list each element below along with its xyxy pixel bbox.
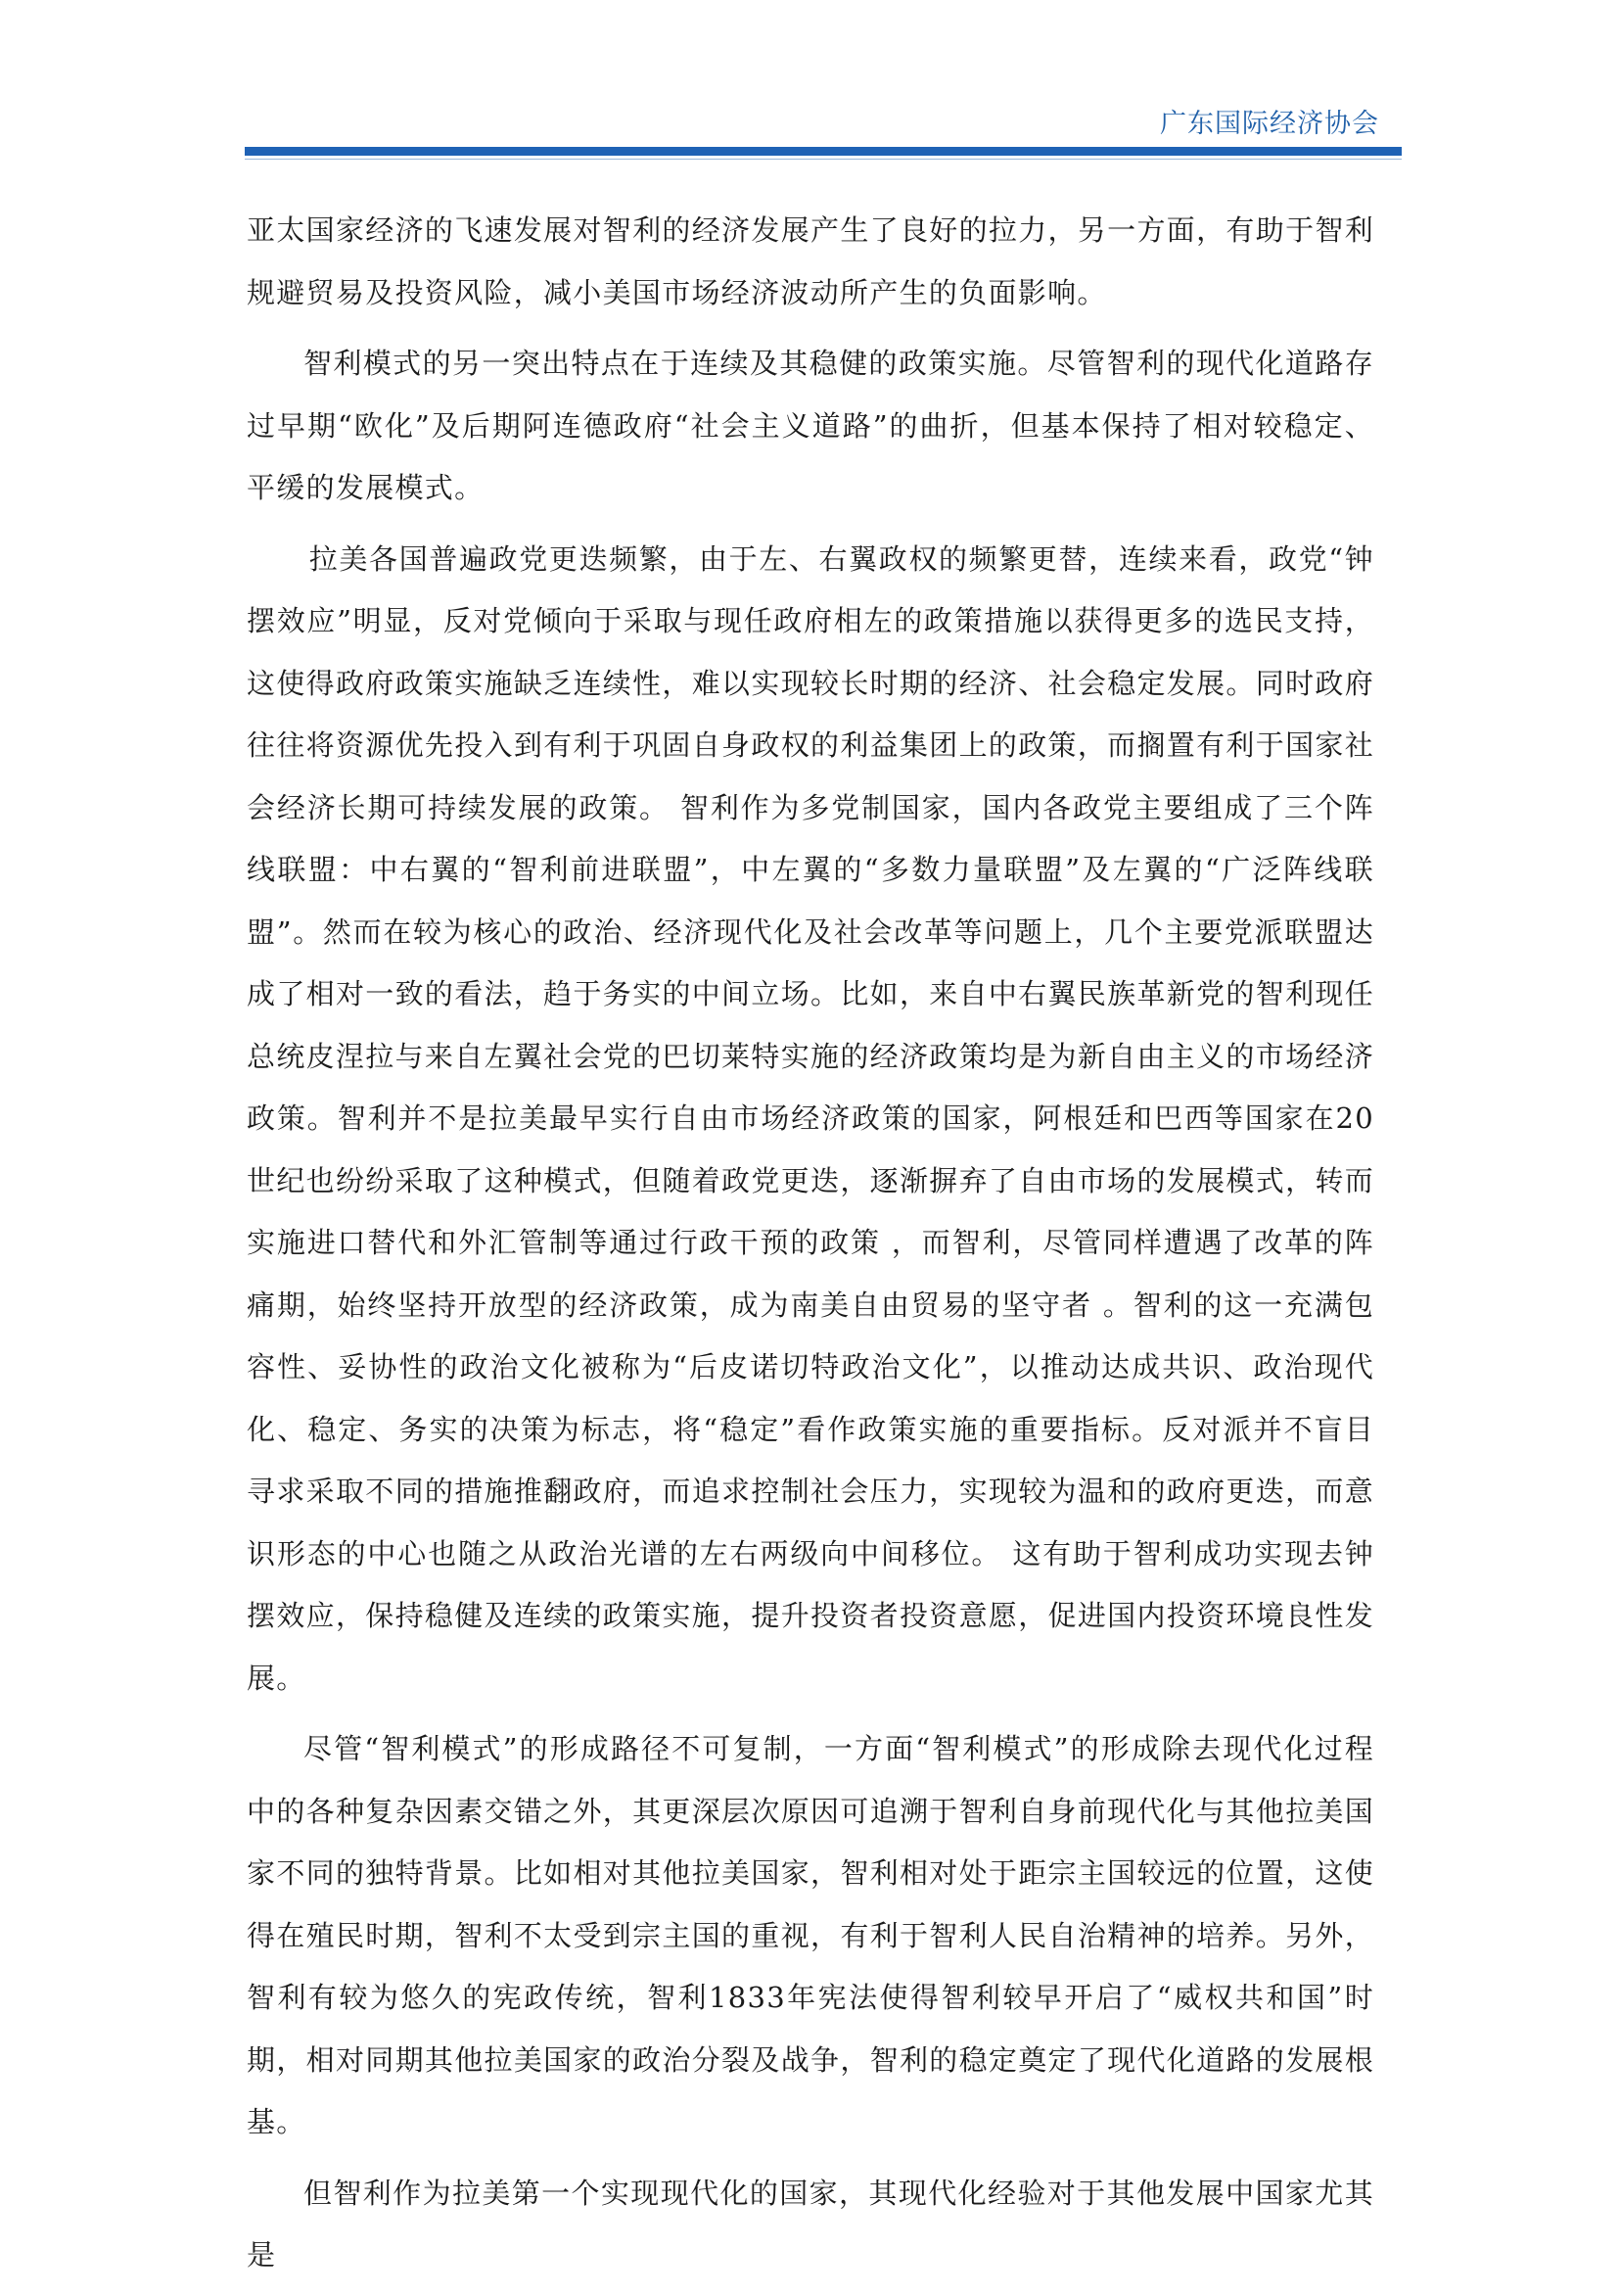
paragraph-3: 拉美各国普遍政党更迭频繁，由于左、右翼政权的频繁更替，连续来看，政党“钟摆效应”明显，反对党倾向于采取与现任政府相左的政策措施以获得更多的选民支持，这使得政府政策实施缺乏连续性，难以实现较长时期的经济、社会稳定发展。同时政府往往将资源优先投入到有利于巩固自身政权的利益集团上的政策，而搁置有利于国家社会经济长期可持续发展的政策。 智利作为多党制国家，国内各政党主要组成了三个阵线联盟：中右翼的“智利前进联盟”，中左翼的“多数力量联盟”及左翼的“广泛阵线联盟”。然而在较为核心的政治、经济现代化及社会改革等问题上，几个主要党派联盟达成了相对一致的看法，趋于务实的中间立场。比如，来自中右翼民族革新党的智利现任总统皮涅拉与来自左翼社会党的巴切莱特实施的经济政策均是为新自由主义的市场经济政策。智利并不是拉美最早实行自由市场经济政策的国家，阿根廷和巴西等国家在20世纪也纷纷采取了这种模式，但随着政党更迭，逐渐摒弃了自由市场的发展模式，转而实施进口替代和外汇管制等通过行政干预的政策 ，而智利，尽管同样遭遇了改革的阵痛期，始终坚持开放型的经济政策，成为南美自由贸易的坚守者 。智利的这一充满包容性、妥协性的政治文化被称为“后皮诺切特政治文化”，以推动达成共识、政治现代化、稳定、务实的决策为标志，将“稳定”看作政策实施的重要指标。反对派并不盲目寻求采取不同的措施推翻政府，而追求控制社会压力，实现较为温和的政府更迭，而意识形态的中心也随之从政治光谱的左右两级向中间移位。 这有助于智利成功实现去钟摆效应，保持稳健及连续的政策实施，提升投资者投资意愿，促进国内投资环境良性发展。 [247,541,1374,1695]
paragraph-5: 但智利作为拉美第一个实现现代化的国家，其现代化经验对于其他发展中国家尤其是 [247,2176,1374,2272]
document-body [247,200,1374,2296]
paragraph-1: 亚太国家经济的飞速发展对智利的经济发展产生了良好的拉力，另一方面，有助于智利规避贸易及投资风险，减小美国市场经济波动所产生的负面影响。 [247,213,1374,309]
paragraph-4: 尽管“智利模式”的形成路径不可复制，一方面“智利模式”的形成除去现代化过程中的各种复杂因素交错之外，其更深层次原因可追溯于智利自身前现代化与其他拉美国家不同的独特背景。比如相对其他拉美国家，智利相对处于距宗主国较远的位置，这使得在殖民时期，智利不太受到宗主国的重视，有利于智利人民自治精神的培养。另外，智利有较为悠久的宪政传统，智利1833年宪法使得智利较早开启了“威权共和国”时期，相对同期其他拉美国家的政治分裂及战争，智利的稳定奠定了现代化道路的发展根基。 [247,1732,1374,2138]
header-organization-name: 广东国际经济协会 [1160,109,1379,139]
header-divider-thin [245,159,1402,160]
paragraph-2: 智利模式的另一突出特点在于连续及其稳健的政策实施。尽管智利的现代化道路存过早期“欧化”及后期阿连德政府“社会主义道路”的曲折，但基本保持了相对较稳定、平缓的发展模式。 [247,347,1374,504]
header-divider [245,147,1402,156]
